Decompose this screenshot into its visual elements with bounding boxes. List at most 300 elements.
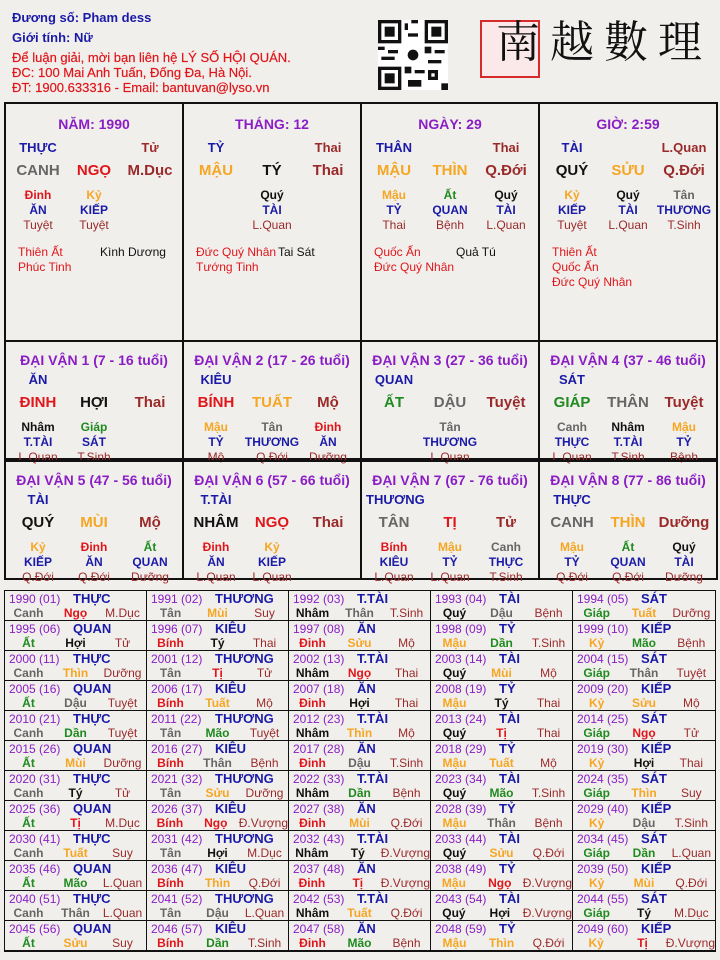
ts-cell: Tuyệt: [23, 218, 53, 232]
year-branch: Hợi: [65, 636, 86, 650]
year-stage: Tuyệt: [107, 696, 138, 710]
hidden-cell: Quý: [494, 188, 518, 202]
year-cell[interactable]: [5, 801, 147, 831]
year-stage: Mộ: [682, 696, 700, 710]
year-ten-god: T.TÀI: [357, 891, 389, 906]
ts-row: [540, 218, 716, 233]
four-pillars-panel: [4, 102, 718, 342]
year-pillar: [431, 606, 572, 620]
year-cell[interactable]: [431, 591, 573, 621]
year-cell[interactable]: [5, 831, 147, 861]
ts-cell: [188, 218, 244, 233]
star-good: Thiên Ất: [18, 245, 63, 259]
ten-god: TÀI: [27, 492, 49, 507]
year-ten-god: TỶ: [499, 741, 516, 756]
year-cell[interactable]: [431, 801, 573, 831]
year-cell[interactable]: [5, 861, 147, 891]
year-label: 2019 (30): [577, 742, 629, 756]
main-cell: THÌN: [610, 514, 646, 531]
year-ten-god: THƯƠNG: [215, 591, 274, 606]
year-stage: Dưỡng: [103, 666, 142, 680]
dai-van-7[interactable]: [362, 462, 540, 584]
year-ten-god: T.TÀI: [357, 711, 389, 726]
year-ten-god: SÁT: [641, 591, 667, 606]
year-branch: Tý: [636, 906, 651, 920]
dai-van-title: ĐẠI VẬN 5 (47 - 56 tuổi): [16, 472, 172, 488]
pillar-3: [540, 104, 716, 340]
top-row: [184, 372, 360, 390]
year-cell[interactable]: [147, 771, 289, 801]
year-cell[interactable]: [5, 681, 147, 711]
qr-code-icon[interactable]: [378, 20, 448, 90]
year-stage: Q.Đới: [532, 936, 565, 950]
main-cell: DẬU: [433, 394, 467, 411]
year-pillar: [289, 846, 430, 860]
year-cell[interactable]: [431, 921, 573, 951]
year-label: 2031 (42): [151, 832, 203, 846]
year-label: 2047 (58): [293, 922, 345, 936]
year-stem: Tân: [159, 606, 182, 620]
ts-cell: L.Quan: [196, 570, 236, 584]
year-cell[interactable]: [573, 741, 715, 771]
year-ten-god: QUAN: [73, 681, 112, 696]
year-branch: Tị: [70, 816, 81, 830]
top-row: [540, 492, 716, 510]
dai-van-1[interactable]: [6, 342, 184, 464]
hidden-cell: Đinh: [314, 420, 342, 434]
main-row: [6, 162, 182, 182]
year-stem: Tân: [159, 906, 182, 920]
year-stage: Suy: [680, 786, 702, 800]
year-label: 2044 (55): [577, 892, 629, 906]
tg-row: [540, 203, 716, 218]
stars-bad: [456, 245, 538, 275]
year-branch: Thân: [487, 816, 516, 830]
year-cell[interactable]: [147, 621, 289, 651]
year-stem: Tân: [159, 786, 182, 800]
year-cell[interactable]: [289, 621, 431, 651]
year-stem: Giáp: [583, 606, 610, 620]
year-cell[interactable]: [431, 741, 573, 771]
tg-cell: T.TÀI: [23, 435, 53, 449]
top-cell: L.Quan: [661, 140, 707, 155]
top-row: [184, 140, 360, 158]
ts-cell: Tuyệt: [557, 218, 587, 232]
year-cell[interactable]: [431, 771, 573, 801]
year-ten-god: THƯƠNG: [215, 831, 274, 846]
year-stem: Nhâm: [295, 846, 329, 860]
year-cell[interactable]: [431, 891, 573, 921]
year-cell[interactable]: [431, 831, 573, 861]
hidden-cell: Đinh: [24, 188, 52, 202]
year-ten-god: KIÊU: [215, 801, 247, 816]
year-pillar: [289, 876, 430, 890]
year-stage: M.Dục: [105, 816, 140, 830]
year-stem: Kỷ: [588, 756, 605, 770]
ten-god: T.TÀI: [200, 492, 232, 507]
main-cell: M.Dục: [127, 162, 173, 179]
ts-cell: Dưỡng: [309, 450, 347, 464]
year-cell[interactable]: [5, 891, 147, 921]
tg-cell: KIẾP: [557, 203, 586, 217]
year-pillar: [289, 906, 430, 920]
year-stem: Bính: [157, 936, 184, 950]
year-cell[interactable]: [431, 621, 573, 651]
year-pillar: [289, 756, 430, 770]
year-ten-god: THỰC: [73, 651, 111, 666]
star-good: Đức Quý Nhân: [552, 275, 633, 289]
year-stem: Ất: [22, 816, 35, 830]
year-stage: Tử: [683, 726, 699, 740]
year-branch: Tuất: [347, 906, 372, 920]
year-ten-god: QUAN: [73, 921, 112, 936]
year-stem: Giáp: [583, 786, 610, 800]
hidden-row: [6, 540, 182, 555]
year-cell[interactable]: [147, 711, 289, 741]
year-ten-god: TÀI: [499, 651, 520, 666]
tg-cell: QUAN: [610, 555, 646, 569]
main-cell: CANH: [550, 514, 594, 531]
year-cell[interactable]: [573, 711, 715, 741]
year-branch: Dần: [632, 846, 656, 860]
star-good: Đức Quý Nhân: [196, 245, 277, 259]
tg-cell: ĂN: [85, 555, 103, 569]
year-label: 2046 (57): [151, 922, 203, 936]
year-pillar: [573, 666, 715, 680]
year-ten-god: THƯƠNG: [215, 711, 274, 726]
dai-van-title: ĐẠI VẬN 8 (77 - 86 tuổi): [550, 472, 706, 488]
year-label: 2049 (60): [577, 922, 629, 936]
year-pillar: [147, 816, 288, 830]
year-pillar: [147, 876, 288, 890]
year-stem: Ất: [22, 936, 35, 950]
year-cell[interactable]: [289, 681, 431, 711]
year-stage: Thai: [536, 726, 561, 740]
year-stem: Quý: [442, 786, 467, 800]
year-branch: Ngọ: [347, 666, 372, 680]
year-cell[interactable]: [5, 741, 147, 771]
year-ten-god: THƯƠNG: [215, 771, 274, 786]
year-ten-god: TÀI: [499, 831, 520, 846]
year-cell[interactable]: [289, 591, 431, 621]
year-label: 2007 (18): [293, 682, 345, 696]
year-stem: Nhâm: [295, 906, 330, 920]
top-row: [6, 372, 182, 390]
year-pillar: [289, 696, 430, 710]
year-branch: Tuất: [489, 756, 514, 770]
top-row: [540, 140, 716, 158]
year-ten-god: ĂN: [357, 801, 376, 816]
year-branch: Dần: [490, 636, 513, 650]
year-pillar: [289, 936, 430, 950]
main-cell: MÙI: [80, 514, 108, 531]
dai-van-2[interactable]: [184, 342, 362, 464]
year-cell[interactable]: [431, 651, 573, 681]
year-stem: Mậu: [442, 816, 467, 830]
year-branch: Mão: [63, 876, 88, 890]
year-stage: Mộ: [540, 756, 557, 770]
star-good: Tướng Tinh: [196, 260, 259, 274]
ts-cell: T.Sinh: [489, 570, 523, 584]
year-stem: Giáp: [583, 906, 610, 920]
logo-text: 南越數理: [496, 17, 712, 68]
ts-cell: T.Sinh: [611, 450, 645, 464]
year-label: 1998 (09): [435, 622, 487, 636]
tg-cell: ĂN: [207, 555, 225, 569]
year-stage: T.Sinh: [531, 786, 566, 800]
year-stem: Canh: [13, 606, 44, 620]
hidden-row: [362, 540, 538, 555]
year-pillar: [5, 936, 146, 950]
year-pillar: [573, 936, 715, 950]
year-cell[interactable]: [573, 591, 715, 621]
year-label: 2036 (47): [151, 862, 203, 876]
hidden-row: [540, 420, 716, 435]
year-cell[interactable]: [289, 741, 431, 771]
star-bad: Quả Tú: [456, 245, 496, 259]
year-cell[interactable]: [147, 921, 289, 951]
year-cell[interactable]: [289, 801, 431, 831]
year-stem: Canh: [13, 726, 44, 740]
year-label: 2030 (41): [9, 832, 61, 846]
year-pillar: [289, 606, 430, 620]
year-cell[interactable]: [147, 591, 289, 621]
year-stage: M.Dục: [673, 906, 709, 920]
year-branch: Tý: [350, 846, 365, 860]
ts-cell: L.Quan: [374, 570, 414, 584]
year-stage: Mộ: [540, 666, 557, 680]
year-branch: Sửu: [63, 936, 88, 950]
year-cell[interactable]: [147, 861, 289, 891]
dai-van-4[interactable]: [540, 342, 716, 464]
ts-cell: Thai: [382, 218, 406, 232]
star-bad: Tai Sát: [278, 245, 315, 259]
hidden-cell: Nhâm: [611, 420, 645, 434]
ts-row: [6, 218, 182, 233]
year-cell[interactable]: [5, 621, 147, 651]
tg-cell: [300, 555, 356, 570]
hidden-cell: Canh: [491, 540, 521, 554]
tg-cell: THƯƠNG: [656, 203, 712, 217]
year-pillar: [431, 636, 572, 650]
year-pillar: [431, 816, 572, 830]
year-cell[interactable]: [431, 711, 573, 741]
tg-cell: [300, 203, 356, 218]
tg-cell: THỰC: [488, 555, 524, 569]
ts-row: [184, 570, 360, 585]
year-stem: Đinh: [299, 936, 326, 950]
year-cell[interactable]: [573, 801, 715, 831]
ts-cell: Q.Đới: [556, 570, 588, 584]
main-row: [184, 514, 360, 534]
year-stem: Ất: [22, 636, 35, 650]
year-branch: Hợi: [489, 906, 511, 920]
ts-cell: T.Sinh: [77, 450, 111, 464]
year-cell[interactable]: [573, 681, 715, 711]
year-cell[interactable]: [289, 771, 431, 801]
ts-row: [6, 570, 182, 585]
year-ten-god: THỰC: [73, 711, 111, 726]
tg-cell: [188, 203, 244, 218]
year-cell[interactable]: [147, 741, 289, 771]
year-cell[interactable]: [573, 651, 715, 681]
dai-van-5[interactable]: [6, 462, 184, 584]
tg-row: [6, 203, 182, 218]
year-ten-god: ĂN: [357, 921, 376, 936]
year-cell[interactable]: [573, 771, 715, 801]
year-label: 2004 (15): [577, 652, 629, 666]
year-stage: Q.Đới: [675, 876, 708, 890]
year-cell[interactable]: [147, 801, 289, 831]
year-label: 2048 (59): [435, 922, 487, 936]
year-stage: T.Sinh: [389, 756, 424, 770]
year-stage: Tử: [114, 786, 131, 800]
year-ten-god: THỰC: [73, 891, 111, 906]
year-stage: M.Dục: [247, 846, 282, 860]
main-cell: THÌN: [432, 162, 468, 179]
year-stem: Đinh: [298, 876, 326, 890]
tg-cell: TÀI: [674, 555, 694, 569]
hidden-cell: Mậu: [438, 540, 462, 554]
year-pillar: [431, 846, 572, 860]
dai-van-6[interactable]: [184, 462, 362, 584]
year-cell[interactable]: [573, 861, 715, 891]
year-stage: Tuyệt: [107, 726, 138, 740]
year-cell[interactable]: [573, 891, 715, 921]
main-row: [540, 394, 716, 414]
year-label: 2008 (19): [435, 682, 487, 696]
year-ten-god: ĂN: [357, 861, 376, 876]
year-label: 2028 (39): [435, 802, 487, 816]
year-stem: Kỷ: [588, 936, 604, 950]
dai-van-8[interactable]: [540, 462, 716, 584]
tg-cell: THƯƠNG: [422, 435, 478, 449]
year-label: 2021 (32): [151, 772, 203, 786]
year-pillar: [5, 636, 146, 650]
year-cell[interactable]: [5, 921, 147, 951]
year-cell[interactable]: [431, 681, 573, 711]
year-pillar: [289, 726, 430, 740]
year-stage: Q.Đới: [532, 846, 565, 860]
annual-luck-grid: [4, 590, 716, 952]
year-ten-god: KIÊU: [215, 681, 247, 696]
year-branch: Sửu: [489, 846, 514, 860]
year-ten-god: SÁT: [641, 651, 667, 666]
year-branch: Thìn: [346, 726, 373, 740]
year-cell[interactable]: [289, 831, 431, 861]
year-stem: Ất: [22, 756, 35, 770]
ts-cell: Q.Đới: [78, 570, 110, 584]
main-cell: Tuyệt: [664, 394, 704, 411]
hidden-cell: [122, 420, 178, 435]
main-row: [362, 162, 538, 182]
year-label: 2014 (25): [577, 712, 629, 726]
year-branch: Dậu: [632, 816, 656, 830]
hidden-cell: Nhâm: [21, 420, 55, 434]
main-row: [6, 394, 182, 414]
top-cell: TỶ: [207, 140, 225, 155]
year-pillar: [147, 936, 288, 950]
stars-good: [374, 245, 456, 275]
year-cell[interactable]: [5, 771, 147, 801]
contact-line-3: ĐT: 1900.633316 - Email: bantuvan@lyso.vn: [12, 80, 270, 95]
ten-god: SÁT: [559, 372, 585, 387]
ts-row: [184, 218, 360, 233]
ts-cell: Q.Đới: [256, 450, 288, 464]
year-branch: Mùi: [633, 876, 655, 890]
year-cell[interactable]: [573, 921, 715, 951]
year-stem: Quý: [442, 666, 467, 680]
stars-bad: [634, 245, 716, 290]
year-cell[interactable]: [289, 711, 431, 741]
year-cell[interactable]: [289, 921, 431, 951]
year-pillar: [573, 726, 715, 740]
ts-cell: L.Quan: [252, 570, 292, 584]
year-cell[interactable]: [289, 651, 431, 681]
year-cell[interactable]: [147, 681, 289, 711]
year-cell[interactable]: [147, 891, 289, 921]
tg-cell: SÁT: [82, 435, 106, 449]
year-cell[interactable]: [147, 831, 289, 861]
year-stage: L.Quan: [671, 846, 711, 860]
year-stage: M.Dục: [105, 606, 140, 620]
year-ten-god: THỰC: [73, 831, 111, 846]
year-cell[interactable]: [289, 861, 431, 891]
year-stage: Đ.Vượng: [522, 906, 572, 920]
year-stage: Đ.Vượng: [665, 936, 715, 950]
main-row: [6, 514, 182, 534]
year-stage: L.Quan: [244, 906, 285, 920]
year-cell[interactable]: [5, 711, 147, 741]
year-ten-god: TÀI: [499, 711, 520, 726]
year-cell[interactable]: [573, 831, 715, 861]
year-stage: Đ.Vượng: [380, 876, 430, 890]
ts-cell: Q.Đới: [612, 570, 644, 584]
main-cell: BÍNH: [197, 394, 235, 411]
tg-cell: TÀI: [262, 203, 282, 217]
year-cell[interactable]: [147, 651, 289, 681]
year-cell[interactable]: [5, 651, 147, 681]
hidden-cell: Ất: [143, 540, 157, 554]
year-stem: Đinh: [299, 636, 326, 650]
year-cell[interactable]: [431, 861, 573, 891]
year-stem: Nhâm: [295, 606, 330, 620]
dai-van-title: ĐẠI VẬN 6 (57 - 66 tuổi): [194, 472, 350, 488]
year-cell[interactable]: [573, 621, 715, 651]
year-label: 1991 (02): [151, 592, 203, 606]
dai-van-3[interactable]: [362, 342, 540, 464]
year-label: 1999 (10): [577, 622, 629, 636]
hidden-cell: Kỷ: [86, 188, 102, 202]
main-row: [184, 162, 360, 182]
main-cell: NGỌ: [254, 514, 290, 531]
year-stage: Thai: [394, 696, 419, 710]
year-cell[interactable]: [289, 891, 431, 921]
hidden-cell: Tân: [673, 188, 695, 202]
ts-row: [362, 570, 538, 585]
year-stem: Ất: [22, 876, 35, 890]
year-branch: Dậu: [348, 756, 371, 770]
year-label: 2012 (23): [293, 712, 345, 726]
stars-good: [18, 245, 100, 275]
year-stem: Đinh: [299, 816, 326, 830]
year-pillar: [431, 786, 572, 800]
top-row: [362, 372, 538, 390]
main-cell: QUÝ: [21, 514, 55, 531]
year-branch: Tị: [352, 876, 364, 890]
year-cell[interactable]: [5, 591, 147, 621]
tg-cell: [122, 203, 178, 218]
